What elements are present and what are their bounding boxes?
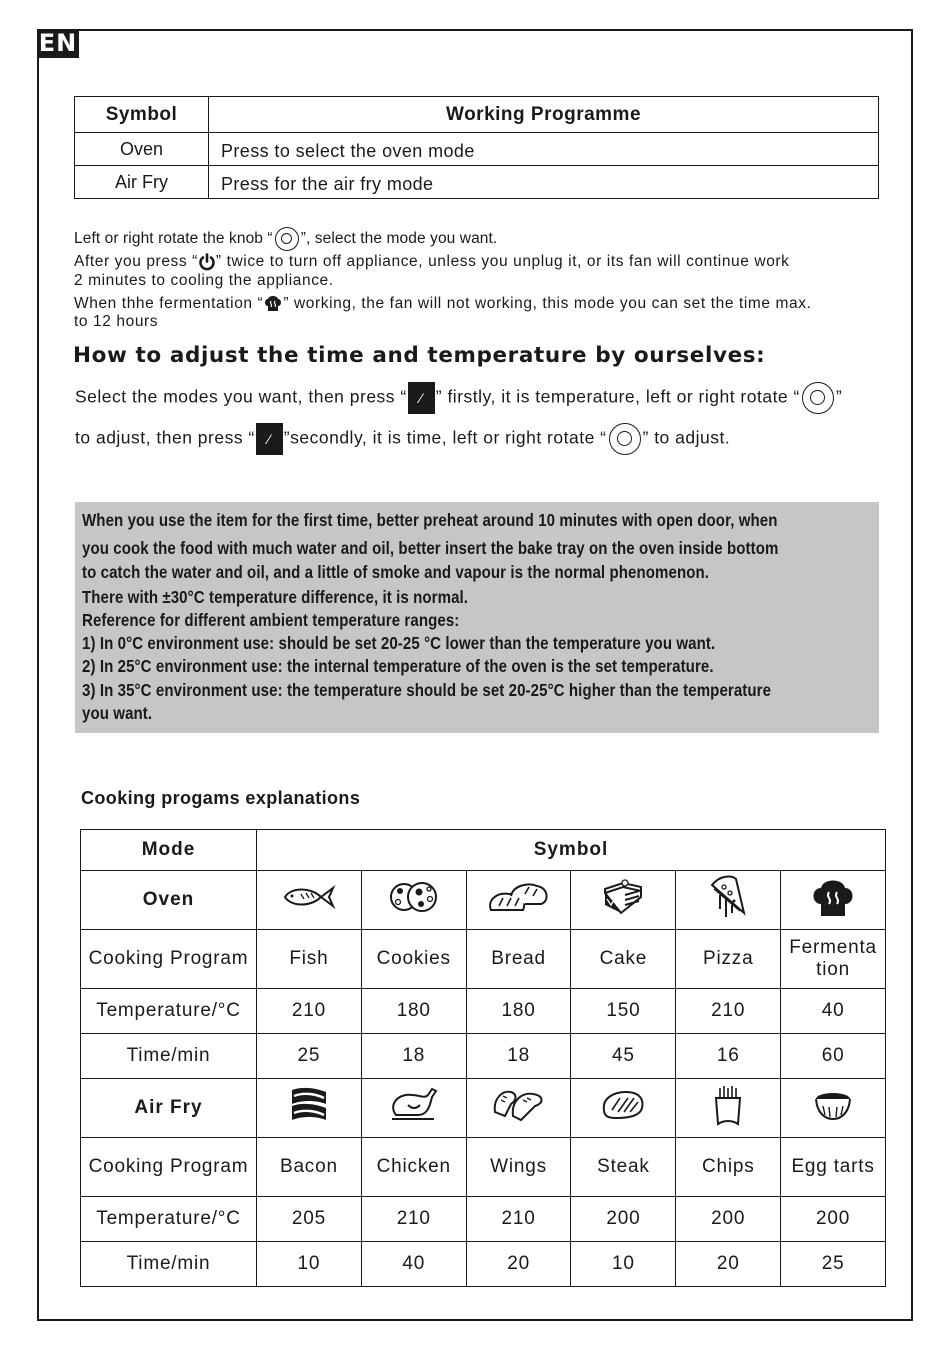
power-instruction bbox=[74, 253, 790, 271]
power-icon bbox=[198, 253, 216, 271]
time-value: 25 bbox=[257, 1034, 362, 1079]
symbol-header: Symbol bbox=[75, 97, 209, 133]
program-name: Bacon bbox=[257, 1138, 362, 1197]
text: ” to adjust. bbox=[642, 427, 731, 448]
icon-cell bbox=[257, 1079, 362, 1138]
notice-line: When you use the item for the first time, better preheat around 10 minutes with open door, when bbox=[82, 510, 778, 530]
bread-icon bbox=[487, 880, 551, 914]
program-name: Cookies bbox=[361, 930, 466, 989]
text: When thhe fermentation “ bbox=[74, 295, 264, 313]
fermentation-instruction bbox=[74, 294, 812, 314]
temperature-value: 210 bbox=[257, 989, 362, 1034]
cookies-icon bbox=[388, 879, 440, 915]
working-programme-header: Working Programme bbox=[209, 97, 879, 133]
temperature-value: 210 bbox=[361, 1197, 466, 1242]
time-value: 20 bbox=[676, 1242, 781, 1287]
airfry-temperature-row bbox=[81, 1197, 886, 1242]
time-value: 16 bbox=[676, 1034, 781, 1079]
icon-cell bbox=[676, 871, 781, 930]
icon-cell bbox=[781, 1079, 886, 1138]
steak-icon bbox=[600, 1088, 646, 1122]
icon-cell bbox=[571, 871, 676, 930]
temperature-value: 150 bbox=[571, 989, 676, 1034]
oven-program-row bbox=[81, 930, 886, 989]
adjust-heading: How to adjust the time and temperature by ourselves: bbox=[73, 343, 766, 368]
notice-line: There with ±30°C temperature difference, it is normal. bbox=[82, 587, 469, 607]
time-value: 45 bbox=[571, 1034, 676, 1079]
row-label: Temperature/°C bbox=[81, 1197, 257, 1242]
program-name: Fish bbox=[257, 930, 362, 989]
program-name: Bread bbox=[466, 930, 571, 989]
cooking-programs-table bbox=[80, 829, 886, 1287]
text: Left or right rotate the knob “ bbox=[74, 230, 273, 248]
notice-line: 3) In 35°C environment use: the temperature should be set 20-25°C higher than the temperature bbox=[82, 680, 772, 700]
text: After you press “ bbox=[74, 253, 198, 271]
time-value: 60 bbox=[781, 1034, 886, 1079]
symbol-header: Symbol bbox=[257, 830, 886, 871]
temperature-value: 210 bbox=[676, 989, 781, 1034]
program-name: Egg tarts bbox=[781, 1138, 886, 1197]
table-row bbox=[75, 133, 879, 166]
row-label: Cooking Program bbox=[81, 930, 257, 989]
time-value: 10 bbox=[571, 1242, 676, 1287]
airfry-time-row bbox=[81, 1242, 886, 1287]
temp-time-button-icon: ⁄ bbox=[256, 423, 283, 455]
programs-heading: Cooking progams explanations bbox=[81, 788, 361, 808]
symbol-cell: Air Fry bbox=[75, 166, 209, 199]
notice-line: 2) In 25°C environment use: the internal temperature of the oven is the set temperature. bbox=[82, 656, 714, 676]
temperature-value: 180 bbox=[361, 989, 466, 1034]
time-value: 20 bbox=[466, 1242, 571, 1287]
icon-cell bbox=[361, 1079, 466, 1138]
notice-line: Reference for different ambient temperature ranges: bbox=[82, 610, 460, 630]
fish-icon bbox=[281, 882, 337, 912]
program-name: Chicken bbox=[361, 1138, 466, 1197]
temp-time-button-icon: ⁄ bbox=[408, 382, 435, 414]
airfry-icons-row bbox=[81, 1079, 886, 1138]
description-cell: Press to select the oven mode bbox=[209, 133, 879, 166]
icon-cell bbox=[361, 871, 466, 930]
text: ”secondly, it is time, left or right rotate “ bbox=[283, 427, 607, 448]
knob-icon bbox=[609, 423, 641, 455]
temperature-value: 200 bbox=[781, 1197, 886, 1242]
notice-box bbox=[75, 502, 879, 733]
wings-icon bbox=[491, 1086, 547, 1124]
table-row bbox=[75, 166, 879, 199]
temperature-value: 200 bbox=[571, 1197, 676, 1242]
time-value: 18 bbox=[361, 1034, 466, 1079]
airfry-program-row bbox=[81, 1138, 886, 1197]
program-name: Chips bbox=[676, 1138, 781, 1197]
program-name: Steak bbox=[571, 1138, 676, 1197]
power-instruction-line2: 2 minutes to cooling the appliance. bbox=[74, 272, 334, 289]
icon-cell bbox=[781, 871, 886, 930]
time-value: 25 bbox=[781, 1242, 886, 1287]
cake-icon bbox=[601, 877, 645, 917]
temperature-value: 210 bbox=[466, 1197, 571, 1242]
fermentation-instruction-line2: to 12 hours bbox=[74, 313, 159, 330]
icon-cell bbox=[466, 871, 571, 930]
text: ”, select the mode you want. bbox=[300, 230, 498, 248]
oven-time-row bbox=[81, 1034, 886, 1079]
time-value: 40 bbox=[361, 1242, 466, 1287]
program-name: Fermenta tion bbox=[781, 930, 886, 989]
temperature-value: 200 bbox=[676, 1197, 781, 1242]
knob-icon bbox=[802, 382, 834, 414]
symbol-cell: Oven bbox=[75, 133, 209, 166]
symbol-table bbox=[74, 96, 879, 199]
row-label: Temperature/°C bbox=[81, 989, 257, 1034]
program-name: Wings bbox=[466, 1138, 571, 1197]
fermentation-icon bbox=[263, 294, 283, 314]
adjust-line-1 bbox=[75, 382, 842, 414]
oven-temperature-row bbox=[81, 989, 886, 1034]
icon-cell bbox=[466, 1079, 571, 1138]
knob-icon bbox=[275, 227, 299, 251]
time-value: 10 bbox=[257, 1242, 362, 1287]
notice-line: you cook the food with much water and oil, better insert the bake tray on the oven inside bottom bbox=[82, 538, 779, 558]
text: ” working, the fan will not working, this mode you can set the time max. bbox=[283, 295, 812, 313]
notice-line: you want. bbox=[82, 703, 153, 723]
language-badge: EN bbox=[38, 29, 78, 57]
notice-line: to catch the water and oil, and a little of smoke and vapour is the normal phenomenon. bbox=[82, 562, 710, 582]
text: ” firstly, it is temperature, left or right rotate “ bbox=[435, 386, 800, 407]
oven-icons-row bbox=[81, 871, 886, 930]
adjust-line-2 bbox=[75, 423, 730, 455]
text: Select the modes you want, then press “ bbox=[75, 386, 407, 407]
row-label: Time/min bbox=[81, 1242, 257, 1287]
row-label: Cooking Program bbox=[81, 1138, 257, 1197]
fermentation-icon bbox=[811, 876, 855, 918]
program-name: Pizza bbox=[676, 930, 781, 989]
time-value: 18 bbox=[466, 1034, 571, 1079]
row-label: Time/min bbox=[81, 1034, 257, 1079]
icon-cell bbox=[676, 1079, 781, 1138]
temperature-value: 205 bbox=[257, 1197, 362, 1242]
icon-cell bbox=[571, 1079, 676, 1138]
program-name: Cake bbox=[571, 930, 676, 989]
mode-header: Mode bbox=[81, 830, 257, 871]
bacon-icon bbox=[288, 1086, 330, 1124]
egg-tart-icon bbox=[813, 1089, 853, 1121]
text: ” twice to turn off appliance, unless you unplug it, or its fan will continue work bbox=[215, 253, 790, 271]
knob-instruction bbox=[74, 227, 497, 251]
notice-line: 1) In 0°C environment use: should be set 20-25 °C lower than the temperature you want. bbox=[82, 633, 716, 653]
description-cell: Press for the air fry mode bbox=[209, 166, 879, 199]
oven-mode-label: Oven bbox=[81, 871, 257, 930]
pizza-icon bbox=[708, 873, 748, 921]
airfry-mode-label: Air Fry bbox=[81, 1079, 257, 1138]
text: to adjust, then press “ bbox=[75, 427, 255, 448]
temperature-value: 40 bbox=[781, 989, 886, 1034]
chicken-icon bbox=[388, 1085, 440, 1125]
text: ” bbox=[835, 386, 843, 407]
chips-icon bbox=[712, 1084, 744, 1126]
temperature-value: 180 bbox=[466, 989, 571, 1034]
icon-cell bbox=[257, 871, 362, 930]
